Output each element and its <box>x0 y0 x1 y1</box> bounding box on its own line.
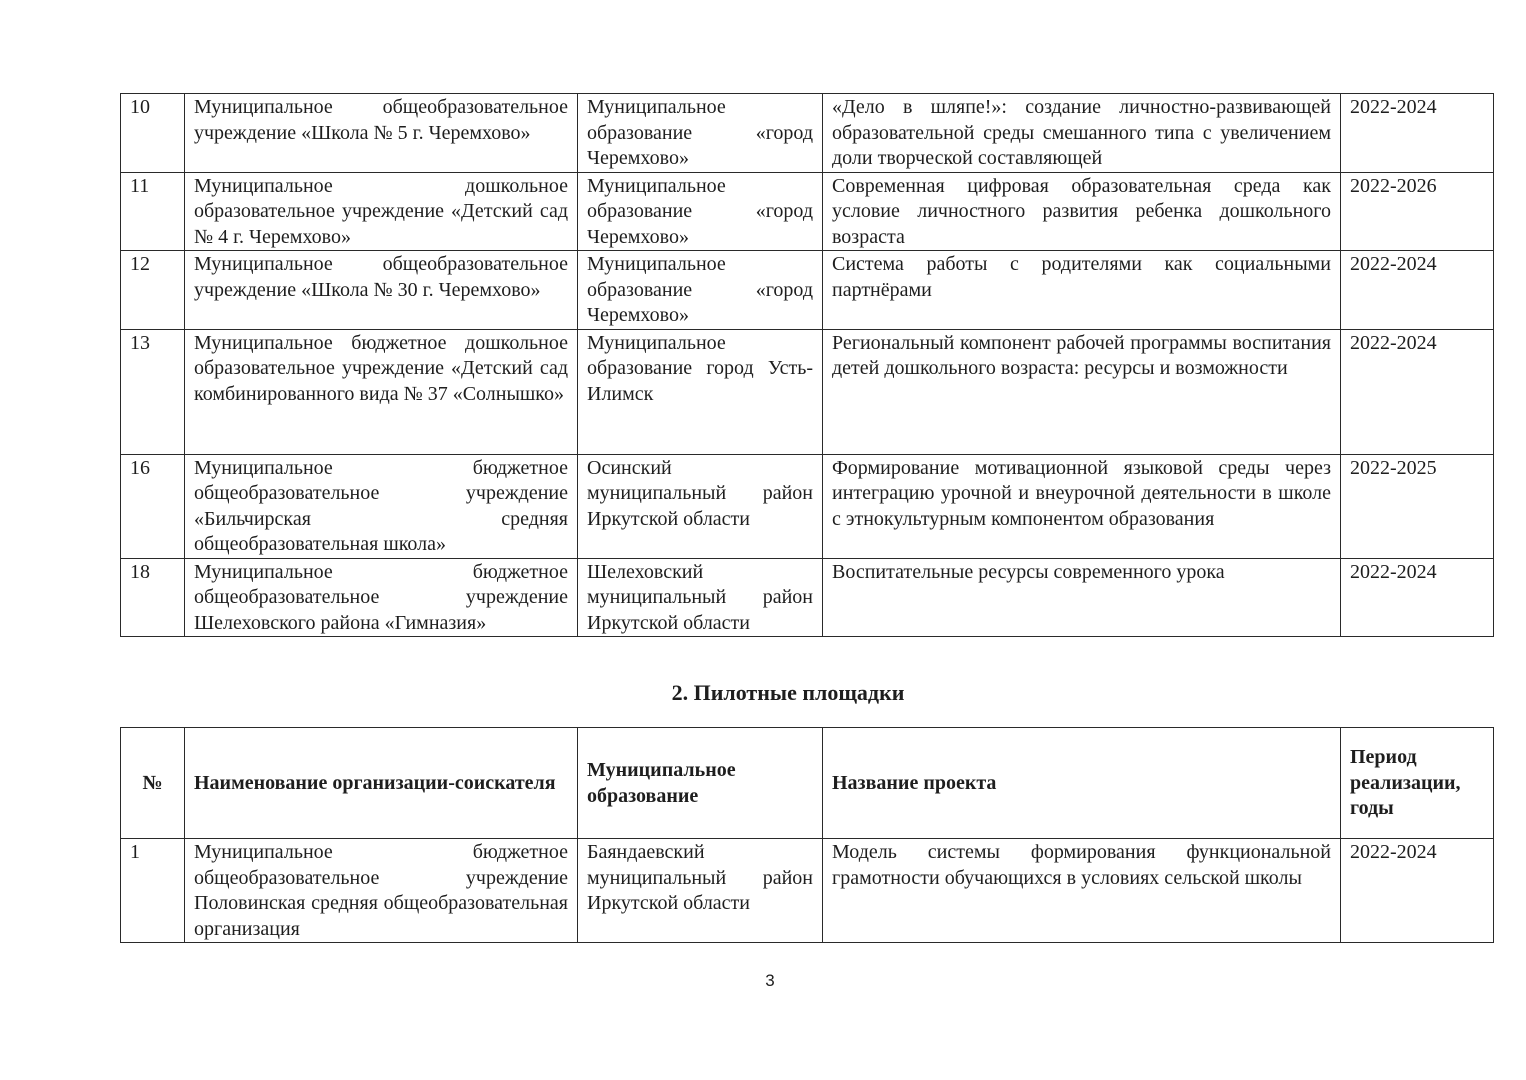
table-row <box>121 172 1494 251</box>
municipality: Муниципальное образование «город Черемхово» <box>578 172 823 251</box>
project-title: Модель системы формирования функциональной грамотности обучающихся в условиях сельской школы <box>823 839 1341 943</box>
organization-name: Муниципальное дошкольное образовательное учреждение «Детский сад № 4 г. Черемхово» <box>185 172 578 251</box>
section-title: 2. Пилотные площадки <box>671 680 905 705</box>
municipality: Муниципальное образование «город Черемхово» <box>578 94 823 173</box>
table-row <box>121 454 1494 558</box>
page-number: 3 <box>765 971 775 990</box>
project-title: «Дело в шляпе!»: создание личностно-развивающей образовательной среды смешанного типа с увеличением доли творческой составляющей <box>823 94 1341 173</box>
period: 2022-2024 <box>1341 251 1494 330</box>
period: 2022-2024 <box>1341 329 1494 454</box>
period: 2022-2024 <box>1341 558 1494 637</box>
project-title: Современная цифровая образовательная среда как условие личностного развития ребенка дошкольного возраста <box>823 172 1341 251</box>
row-number: 10 <box>121 94 185 173</box>
organization-name: Муниципальное общеобразовательное учреждение «Школа № 30 г. Черемхово» <box>185 251 578 330</box>
row-number: 1 <box>121 839 185 943</box>
row-number: 11 <box>121 172 185 251</box>
table-row <box>121 329 1494 454</box>
municipality: Муниципальное образование «город Черемхово» <box>578 251 823 330</box>
column-header-project: Название проекта <box>823 728 1341 839</box>
column-header-number: № <box>121 728 185 839</box>
organization-name: Муниципальное бюджетное общеобразовательное учреждение Шелеховского района «Гимназия» <box>185 558 578 637</box>
organization-name: Муниципальное бюджетное дошкольное образовательное учреждение «Детский сад комбинированного вида № 37 «Солнышко» <box>185 329 578 454</box>
row-number: 16 <box>121 454 185 558</box>
organization-name: Муниципальное бюджетное общеобразовательное учреждение Половинская средняя общеобразовательная организация <box>185 839 578 943</box>
municipality: Шелеховский муниципальный район Иркутской области <box>578 558 823 637</box>
row-number: 13 <box>121 329 185 454</box>
organization-name: Муниципальное общеобразовательное учреждение «Школа № 5 г. Черемхово» <box>185 94 578 173</box>
period: 2022-2024 <box>1341 839 1494 943</box>
projects-table-continued <box>120 93 1494 637</box>
row-number: 12 <box>121 251 185 330</box>
table-row <box>121 94 1494 173</box>
table-row <box>121 839 1494 943</box>
municipality: Осинский муниципальный район Иркутской области <box>578 454 823 558</box>
column-header-organization: Наименование организации-соискателя <box>185 728 578 839</box>
table-row <box>121 558 1494 637</box>
pilot-sites-table <box>120 727 1494 943</box>
project-title: Воспитательные ресурсы современного урока <box>823 558 1341 637</box>
organization-name: Муниципальное бюджетное общеобразовательное учреждение «Бильчирская средняя общеобразовательная школа» <box>185 454 578 558</box>
row-number: 18 <box>121 558 185 637</box>
column-header-period: Период реализации, годы <box>1341 728 1494 839</box>
municipality: Муниципальное образование город Усть-Илимск <box>578 329 823 454</box>
project-title: Региональный компонент рабочей программы воспитания детей дошкольного возраста: ресурсы и возможности <box>823 329 1341 454</box>
period: 2022-2025 <box>1341 454 1494 558</box>
municipality: Баяндаевский муниципальный район Иркутской области <box>578 839 823 943</box>
period: 2022-2024 <box>1341 94 1494 173</box>
project-title: Формирование мотивационной языковой среды через интеграцию урочной и внеурочной деятельности в школе с этнокультурным компонентом образования <box>823 454 1341 558</box>
column-header-municipality: Муниципальное образование <box>578 728 823 839</box>
table-header-row <box>121 728 1494 839</box>
table-row <box>121 251 1494 330</box>
project-title: Система работы с родителями как социальными партнёрами <box>823 251 1341 330</box>
period: 2022-2026 <box>1341 172 1494 251</box>
